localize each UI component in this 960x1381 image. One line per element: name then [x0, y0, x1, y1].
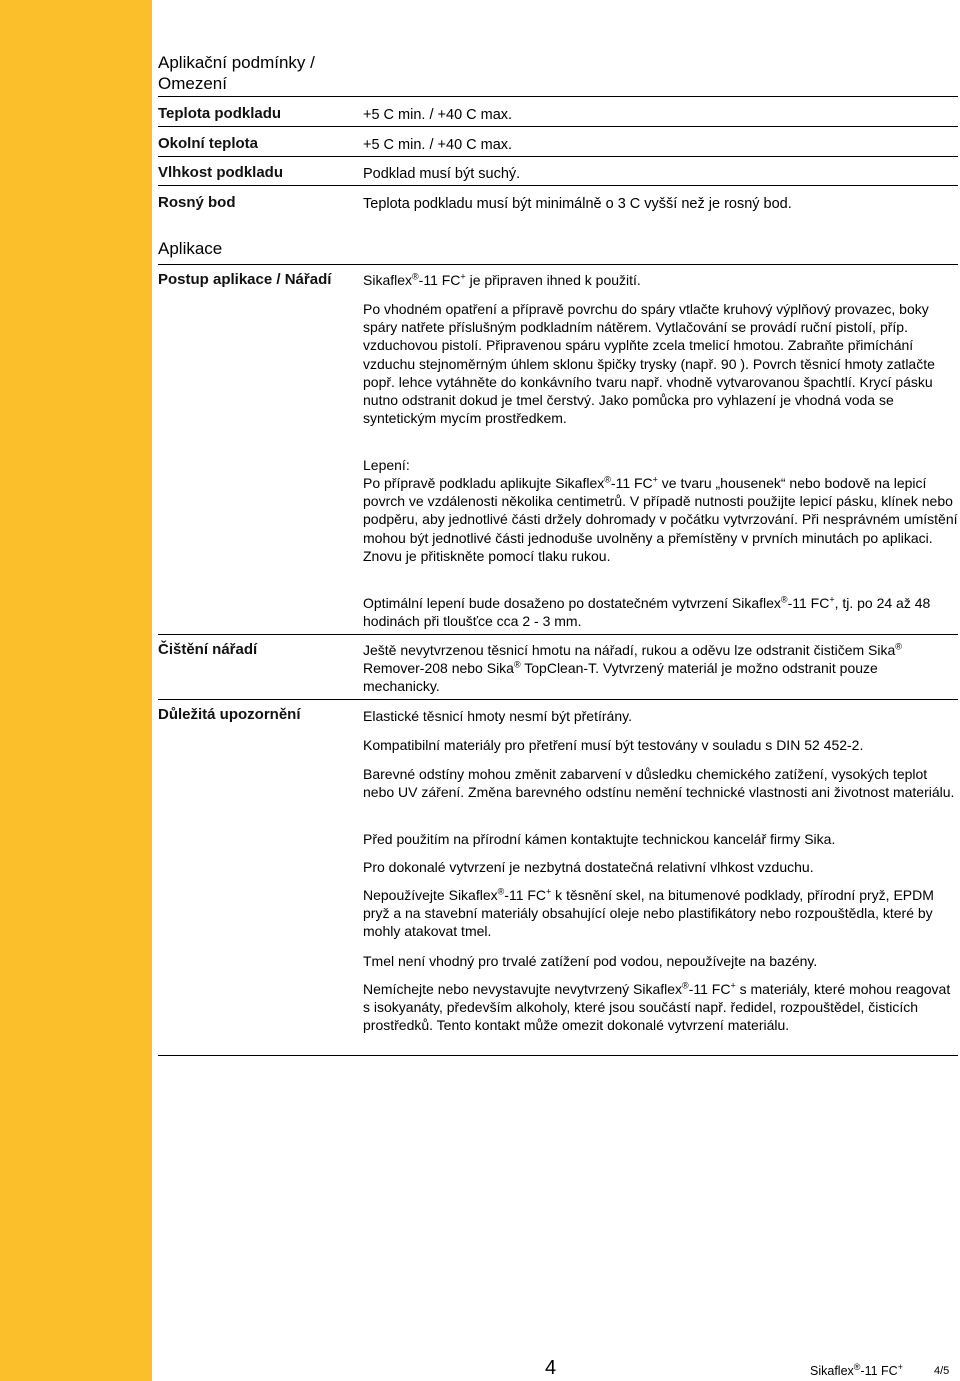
important-notes-label: Důležitá upozornění — [158, 706, 301, 723]
substrate-moisture-value: Podklad musí být suchý. — [363, 166, 521, 182]
content-area — [158, 0, 958, 1381]
bonding-heading: Lepení: — [363, 457, 410, 473]
divider — [158, 185, 958, 186]
cleaning-text: Ještě nevytvrzenou těsnicí hmotu na nářadí, rukou a oděvu lze odstranit čističem Sika® Remover-208 nebo Sika® TopClean-T. Vytvrzený materiál je možno odstranit pouze mechanicky. — [363, 641, 902, 695]
cleaning-label: Čištění nářadí — [158, 641, 258, 658]
bonding-text: Po přípravě podkladu aplikujte Sikaflex®-11 FC+ ve tvaru „housenek“ nebo bodově na lepicí povrch ve vzdálenosti několika centimetrů. V případě nutnosti použijte lepicí pásku, klínek nebo podpěru, aby jednotlivé části držely dohromady v počátku vytvrzování. Při nesprávném umístění mohou být jednotlivé části jednoduše uvolněny a přemístěny v prvních minutách po aplikaci. Znovu je přitiskněte pomocí tlaku rukou. — [363, 474, 958, 564]
dew-point-value: Teplota podkladu musí být minimálně o 3 C vyšší než je rosný bod. — [363, 196, 792, 212]
substrate-temperature-label: Teplota podkladu — [158, 105, 282, 122]
note-no-underwater: Tmel není vhodný pro trvalé zatížení pod vodou, nepoužívejte na bazény. — [363, 953, 818, 969]
note-no-paint: Elastické těsnicí hmoty nesmí být přetírány. — [363, 708, 632, 724]
footer-section-number: 4 — [545, 1357, 557, 1379]
note-natural-stone: Před použitím na přírodní kámen kontaktujte technickou kancelář firmy Sika. — [363, 831, 836, 847]
optimal-bonding-text: Optimální lepení bude dosaženo po dostatečném vytvrzení Sikaflex®-11 FC+, tj. po 24 až 48 hodinách při tloušťce cca 2 - 3 mm. — [363, 594, 931, 630]
substrate-temperature-value: +5 C min. / +40 C max. — [363, 107, 513, 123]
dew-point-label: Rosný bod — [158, 194, 236, 211]
application-title: Aplikace — [158, 239, 223, 258]
note-compatible-materials: Kompatibilní materiály pro přetření musí být testovány v souladu s DIN 52 452-2. — [363, 737, 864, 753]
substrate-moisture-label: Vlhkost podkladu — [158, 164, 284, 181]
divider — [158, 156, 958, 157]
note-do-not-use: Nepoužívejte Sikaflex®-11 FC+ k těsnění skel, na bitumenové podklady, přírodní pryž, EPDM pryž a na stavební materiály obsahující oleje nebo plastifikátory nebo rozpouštědla, které by mohly atakovat tmel. — [363, 886, 934, 940]
divider — [158, 126, 958, 127]
divider — [158, 699, 958, 700]
procedure-label: Postup aplikace / Nářadí — [158, 271, 332, 288]
divider — [158, 634, 958, 635]
note-color-shades: Barevné odstíny mohou změnit zabarvení v důsledku chemického zatížení, vysokých teplot nebo UV záření. Změna barevného odstínu nemění technické vlastnosti ani životnost materiálu. — [363, 766, 955, 801]
divider — [158, 96, 958, 97]
sidebar-color-band — [0, 0, 152, 1381]
ambient-temperature-label: Okolní teplota — [158, 135, 259, 152]
divider — [158, 264, 958, 265]
note-do-not-mix: Nemíchejte nebo nevystavujte nevytvrzený Sikaflex®-11 FC+ s materiály, které mohou reagovat s isokyanáty, především alkoholy, které jsou součástí např. ředidel, rozpouštědel, čisticích prostředků. Tento kontakt může omezit dokonalé vytvrzení materiálu. — [363, 980, 951, 1034]
procedure-method-text: Po vhodném opatření a přípravě povrchu do spáry vtlačte kruhový výplňový provazec, boky spáry natřete příslušným podkladním nátěrem. Vytlačování se provádí ruční pistolí, příp. vzduchovou pistolí. Připravenou spáru vyplňte zcela tmelicí hmotou. Zabraňte přimíchání vzduchu stejnoměrným úhlem sklonu špičky trysky (např. 90 ). Povrch těsnicí hmoty zatlačte popř. lehce vytáhněte do konkávního tvaru např. vhodně vytvarovanou špachtlí. Krycí pásku nutno odstranit dokud je tmel čerstvý. Jako pomůcka pro vyhlazení je vhodná voda se syntetickým mycím prostředkem. — [363, 301, 935, 427]
procedure-ready-text: Sikaflex®-11 FC+ je připraven ihned k použití. — [363, 271, 641, 288]
ambient-temperature-value: +5 C min. / +40 C max. — [363, 137, 513, 153]
footer-product-name: Sikaflex®-11 FC+ — [810, 1361, 903, 1378]
note-humidity: Pro dokonalé vytvrzení je nezbytná dostatečná relativní vlhkost vzduchu. — [363, 859, 814, 875]
divider — [158, 1055, 958, 1056]
footer-page-number: 4/5 — [934, 1365, 950, 1377]
conditions-title: Aplikační podmínky / Omezení — [158, 53, 315, 93]
